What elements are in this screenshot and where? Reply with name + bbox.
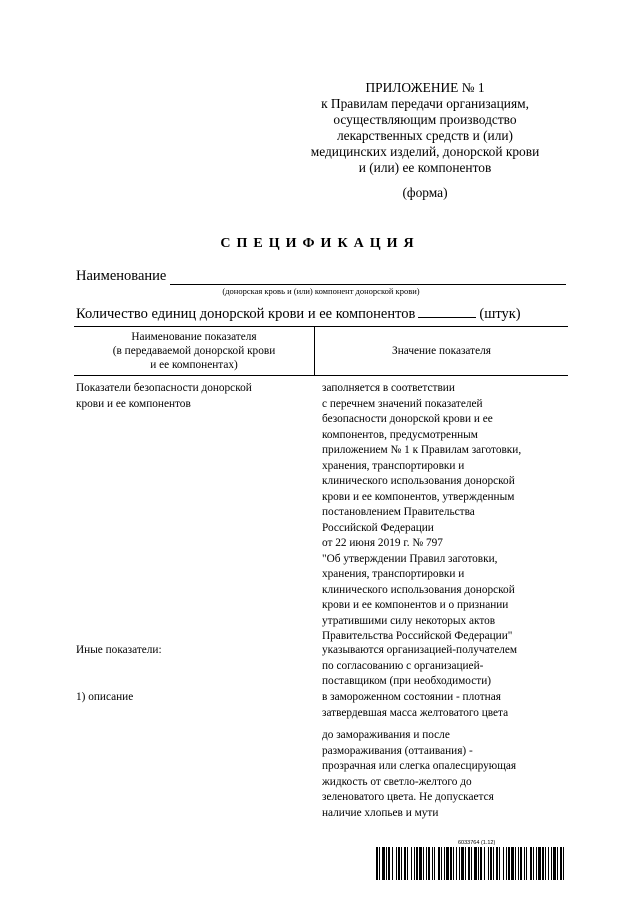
document-title: СПЕЦИФИКАЦИЯ <box>220 236 420 251</box>
row-value-description <box>322 690 570 721</box>
barcode-bars <box>376 847 566 880</box>
label-line: 1) описание <box>76 691 134 703</box>
quantity-blank-line[interactable] <box>418 305 476 318</box>
value-line: крови и ее компонентов, утвержденным <box>322 490 515 503</box>
value-line: приложением № 1 к Правилам заготовки, <box>322 444 522 456</box>
value-line: постановлением Правительства <box>322 506 475 518</box>
annex-line: и (или) ее компонентов <box>358 160 492 175</box>
row-value-other <box>322 643 570 690</box>
annex-line: медицинских изделий, донорской крови <box>310 144 540 159</box>
value-line: компонентов, предусмотренным <box>322 428 478 441</box>
value-line: заполняется в соответствии <box>322 382 455 394</box>
header-line: Наименование показателя <box>131 331 257 343</box>
annex-line: осуществляющим производство <box>333 112 517 127</box>
annex-line: к Правилам передачи организациям, <box>321 96 529 111</box>
value-line: поставщиком (при необходимости) <box>322 675 492 687</box>
value-line: жидкость от светло-желтого до <box>322 775 472 788</box>
quantity-unit: (штук) <box>479 306 521 322</box>
value-line: с перечнем значений показателей <box>322 397 483 410</box>
value-line: до замораживания и после <box>322 729 450 741</box>
value-line: Российской Федерации <box>322 521 434 534</box>
header-indicator-name <box>74 327 315 375</box>
row-label-other <box>76 643 306 659</box>
label-line: Иные показатели: <box>76 644 162 656</box>
row-label-safety <box>76 381 306 412</box>
quantity-field <box>76 305 566 323</box>
name-hint: (донорская кровь и (или) компонент донорской крови) <box>222 286 420 296</box>
header-line: и ее компонентах) <box>150 359 238 371</box>
name-field <box>76 268 566 285</box>
barcode-number: 6033764 (1.12) <box>458 840 496 846</box>
value-line: прозрачная или слегка опалесцирующая <box>322 760 517 772</box>
name-label: Наименование <box>76 268 167 284</box>
value-line: крови и ее компонентов и о признании <box>322 599 509 611</box>
name-blank-line[interactable] <box>170 268 566 285</box>
header-indicator-value <box>315 327 568 375</box>
value-line: затвердевшая масса желтоватого цвета <box>322 706 509 719</box>
value-line: в замороженном состоянии - плотная <box>322 691 501 703</box>
annex-line: лекарственных средств и (или) <box>336 128 514 143</box>
barcode-bar <box>563 847 564 880</box>
value-line: размораживания (оттаивания) - <box>322 744 473 757</box>
value-line: по согласованию с организацией- <box>322 659 484 672</box>
barcode <box>376 840 566 880</box>
label-line: крови и ее компонентов <box>76 397 191 410</box>
label-line: Показатели безопасности донорской <box>76 382 252 394</box>
row-value-safety <box>322 381 570 645</box>
header-line: (в передаваемой донорской крови <box>112 345 276 357</box>
value-line: наличие хлопьев и мути <box>322 806 439 819</box>
table-header <box>74 326 568 376</box>
header-line: Значение показателя <box>392 345 491 357</box>
annex-heading <box>290 80 560 201</box>
value-line: зеленоватого цвета. Не допускается <box>322 791 494 803</box>
value-line: хранения, транспортировки и <box>322 568 465 580</box>
quantity-label: Количество единиц донорской крови и ее компонентов <box>76 306 416 322</box>
value-line: от 22 июня 2019 г. № 797 <box>322 537 443 549</box>
value-line: указываются организацией-получателем <box>322 644 518 656</box>
value-line: хранения, транспортировки и <box>322 459 465 472</box>
row-value-description-extra <box>322 728 570 821</box>
form-label: (форма) <box>402 185 448 200</box>
value-line: Правительства Российской Федерации" <box>322 630 513 642</box>
value-line: клинического использования донорской <box>322 475 515 487</box>
value-line: утратившими силу некоторых актов <box>322 614 496 627</box>
row-label-description <box>76 690 306 706</box>
value-line: безопасности донорской крови и ее <box>322 413 493 425</box>
value-line: "Об утверждении Правил заготовки, <box>322 552 498 565</box>
annex-line: ПРИЛОЖЕНИЕ № 1 <box>365 80 485 95</box>
value-line: клинического использования донорской <box>322 583 515 596</box>
